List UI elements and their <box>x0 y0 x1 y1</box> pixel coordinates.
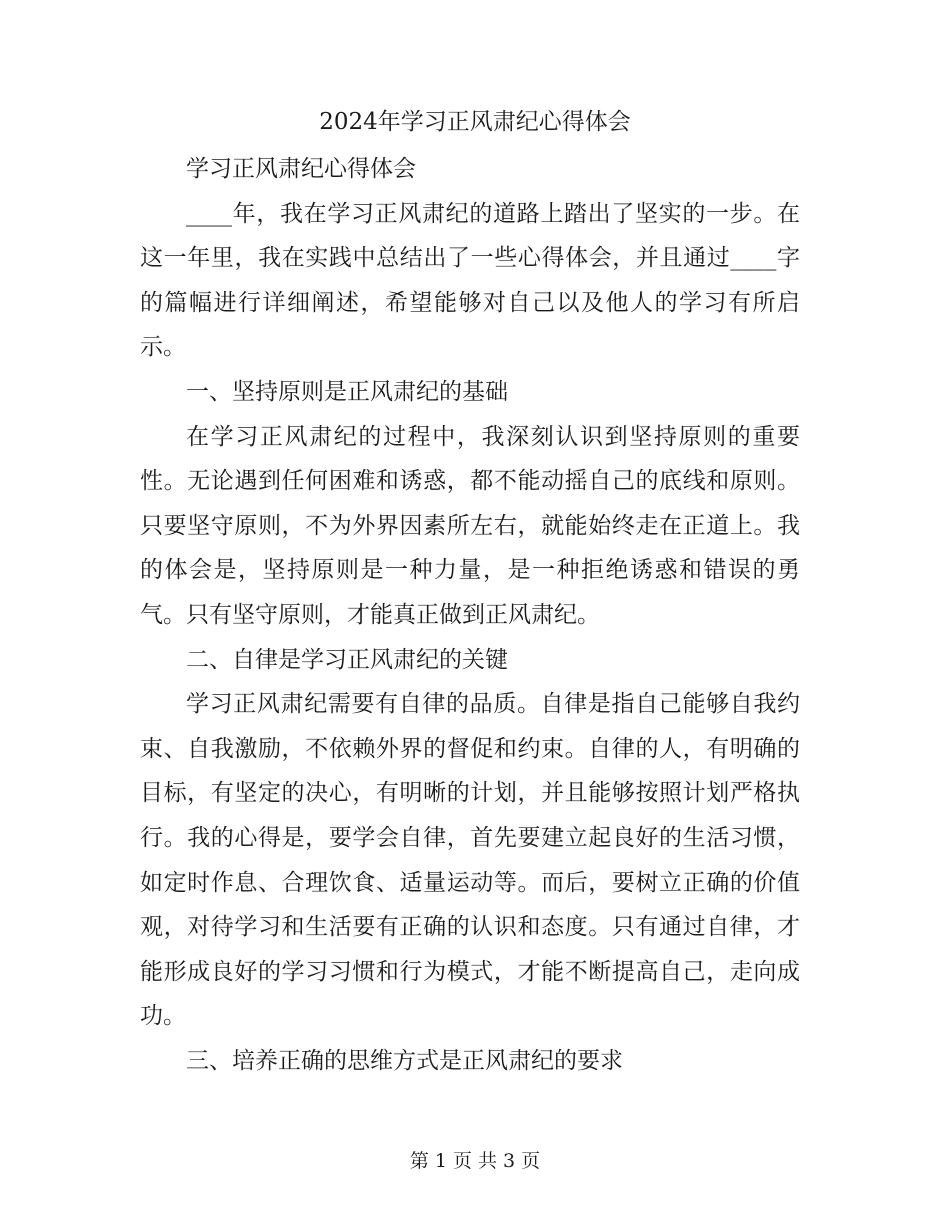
section-heading-2: 二、自律是学习正风肃纪的关键 <box>186 646 508 673</box>
document-body <box>140 147 800 1083</box>
section-heading-1: 一、坚持原则是正风肃纪的基础 <box>186 378 508 405</box>
intro-paragraph: ____年，我在学习正风肃纪的道路上踏出了坚实的一步。在这一年里，我在实践中总结出了一些心得体会，并且通过____字的篇幅进行详细阐述，希望能够对自己以及他人的学习有所启示。 <box>140 200 800 361</box>
section-2-paragraph: 学习正风肃纪需要有自律的品质。自律是指自己能够自我约束、自我激励，不依赖外界的督促和约束。自律的人，有明确的目标，有坚定的决心，有明晰的计划，并且能够按照计划严格执行。我的心得是，要学会自律，首先要建立起良好的生活习惯，如定时作息、合理饮食、适量运动等。而后，要树立正确的价值观，对待学习和生活要有正确的认识和态度。只有通过自律，才能形成良好的学习习惯和行为模式，才能不断提高自己，走向成功。 <box>140 691 800 1030</box>
page-number-footer: 第 1 页 共 3 页 <box>409 1150 541 1172</box>
document-title: 2024年学习正风肃纪心得体会 <box>319 109 631 135</box>
subtitle-paragraph: 学习正风肃纪心得体会 <box>186 156 416 182</box>
section-1-paragraph: 在学习正风肃纪的过程中，我深刻认识到坚持原则的重要性。无论遇到任何困难和诱惑，都不能动摇自己的底线和原则。只要坚守原则，不为外界因素所左右，就能始终走在正道上。我的体会是，坚持原则是一种力量，是一种拒绝诱惑和错误的勇气。只有坚守原则，才能真正做到正风肃纪。 <box>140 423 800 628</box>
section-heading-3: 三、培养正确的思维方式是正风肃纪的要求 <box>186 1047 623 1074</box>
